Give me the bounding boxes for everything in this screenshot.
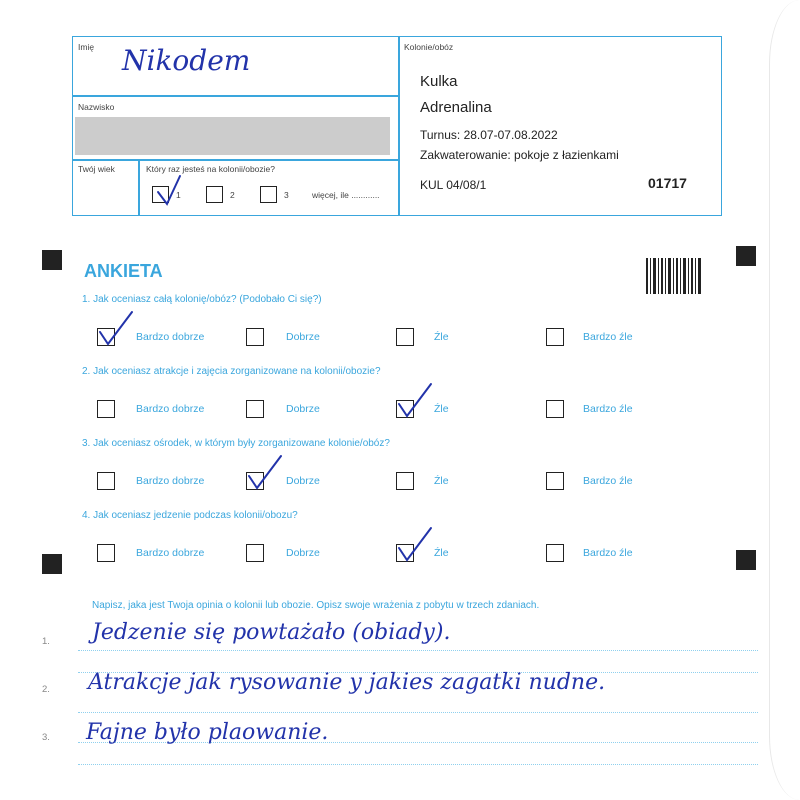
writing-line: [78, 764, 758, 765]
opinion-prompt: Napisz, jaka jest Twoja opinia o kolonii lub obozie. Opisz swoje wrażenia z pobytu w trzech zdaniach.: [92, 600, 540, 611]
rating-checkbox[interactable]: [396, 544, 414, 562]
header-row-line: [73, 159, 398, 161]
first-name-label: Imię: [78, 42, 95, 52]
form-number: 01717: [648, 175, 687, 191]
rating-option-label: Dobrze: [286, 403, 320, 415]
barcode: [646, 258, 702, 294]
header-divider: [398, 37, 400, 215]
rating-checkbox[interactable]: [546, 472, 564, 490]
times-checkbox-3[interactable]: [260, 186, 277, 203]
rating-checkbox[interactable]: [97, 472, 115, 490]
opinion-line-3: Fajne było plaowanie.: [86, 720, 329, 745]
rating-option-label: Dobrze: [286, 547, 320, 559]
rating-option-label: Źle: [434, 403, 449, 415]
rating-checkbox[interactable]: [246, 328, 264, 346]
rating-option-label: Bardzo źle: [583, 403, 633, 415]
header-row-line: [73, 95, 398, 97]
registration-marker: [42, 250, 62, 270]
camp-program: Adrenalina: [420, 99, 492, 116]
rating-checkbox[interactable]: [396, 472, 414, 490]
rating-checkbox[interactable]: [546, 400, 564, 418]
redacted-last-name: [75, 117, 390, 155]
camp-label: Kolonie/obóz: [404, 42, 454, 52]
times-checkbox-2[interactable]: [206, 186, 223, 203]
registration-marker: [736, 246, 756, 266]
rating-option-label: Dobrze: [286, 475, 320, 487]
rating-checkbox[interactable]: [546, 544, 564, 562]
rating-option-label: Bardzo dobrze: [136, 403, 205, 415]
age-label: Twój wiek: [78, 164, 115, 174]
rating-checkbox[interactable]: [246, 472, 264, 490]
rating-option-label: Dobrze: [286, 331, 320, 343]
page-edge: [769, 0, 800, 800]
times-checkbox-1[interactable]: [152, 186, 169, 203]
camp-code: KUL 04/08/1: [420, 178, 487, 192]
rating-option-label: Bardzo dobrze: [136, 475, 205, 487]
registration-marker: [736, 550, 756, 570]
writing-line: [78, 650, 758, 651]
rating-checkbox[interactable]: [546, 328, 564, 346]
rating-checkbox[interactable]: [97, 544, 115, 562]
registration-marker: [42, 554, 62, 574]
rating-option-label: Bardzo źle: [583, 475, 633, 487]
times-option-2: 2: [230, 190, 235, 200]
line-number: 2.: [42, 684, 50, 695]
rating-option-label: Źle: [434, 331, 449, 343]
line-number: 3.: [42, 732, 50, 743]
accommodation: Zakwaterowanie: pokoje z łazienkami: [420, 148, 619, 162]
last-name-label: Nazwisko: [78, 102, 115, 112]
header-col-line: [138, 159, 140, 215]
rating-option-label: Bardzo dobrze: [136, 331, 205, 343]
rating-checkbox[interactable]: [396, 328, 414, 346]
times-option-3: 3: [284, 190, 289, 200]
rating-checkbox[interactable]: [97, 328, 115, 346]
rating-checkbox[interactable]: [97, 400, 115, 418]
camp-name: Kulka: [420, 73, 458, 90]
question-text: 1. Jak oceniasz całą kolonię/obóz? (Podobało Ci się?): [82, 294, 322, 305]
question-text: 2. Jak oceniasz atrakcje i zajęcia zorganizowane na kolonii/obozie?: [82, 366, 381, 377]
times-more-label: więcej, ile ............: [312, 190, 380, 200]
times-option-1: 1: [176, 190, 181, 200]
rating-option-label: Źle: [434, 547, 449, 559]
rating-checkbox[interactable]: [246, 544, 264, 562]
line-number: 1.: [42, 636, 50, 647]
opinion-line-1: Jedzenie się powtażało (obiady).: [92, 620, 451, 645]
first-name-value: Nikodem: [122, 44, 251, 77]
question-text: 3. Jak oceniasz ośrodek, w którym były zorganizowane kolonie/obóz?: [82, 438, 390, 449]
rating-option-label: Źle: [434, 475, 449, 487]
rating-option-label: Bardzo źle: [583, 331, 633, 343]
rating-checkbox[interactable]: [246, 400, 264, 418]
times-label: Który raz jesteś na kolonii/obozie?: [146, 164, 275, 174]
rating-option-label: Bardzo źle: [583, 547, 633, 559]
question-text: 4. Jak oceniasz jedzenie podczas kolonii/obozu?: [82, 510, 298, 521]
turnus: Turnus: 28.07-07.08.2022: [420, 128, 558, 142]
opinion-line-2: Atrakcje jak rysowanie y jakies zagatki nudne.: [88, 670, 606, 695]
survey-title: ANKIETA: [84, 261, 163, 281]
rating-option-label: Bardzo dobrze: [136, 547, 205, 559]
writing-line: [78, 712, 758, 713]
rating-checkbox[interactable]: [396, 400, 414, 418]
